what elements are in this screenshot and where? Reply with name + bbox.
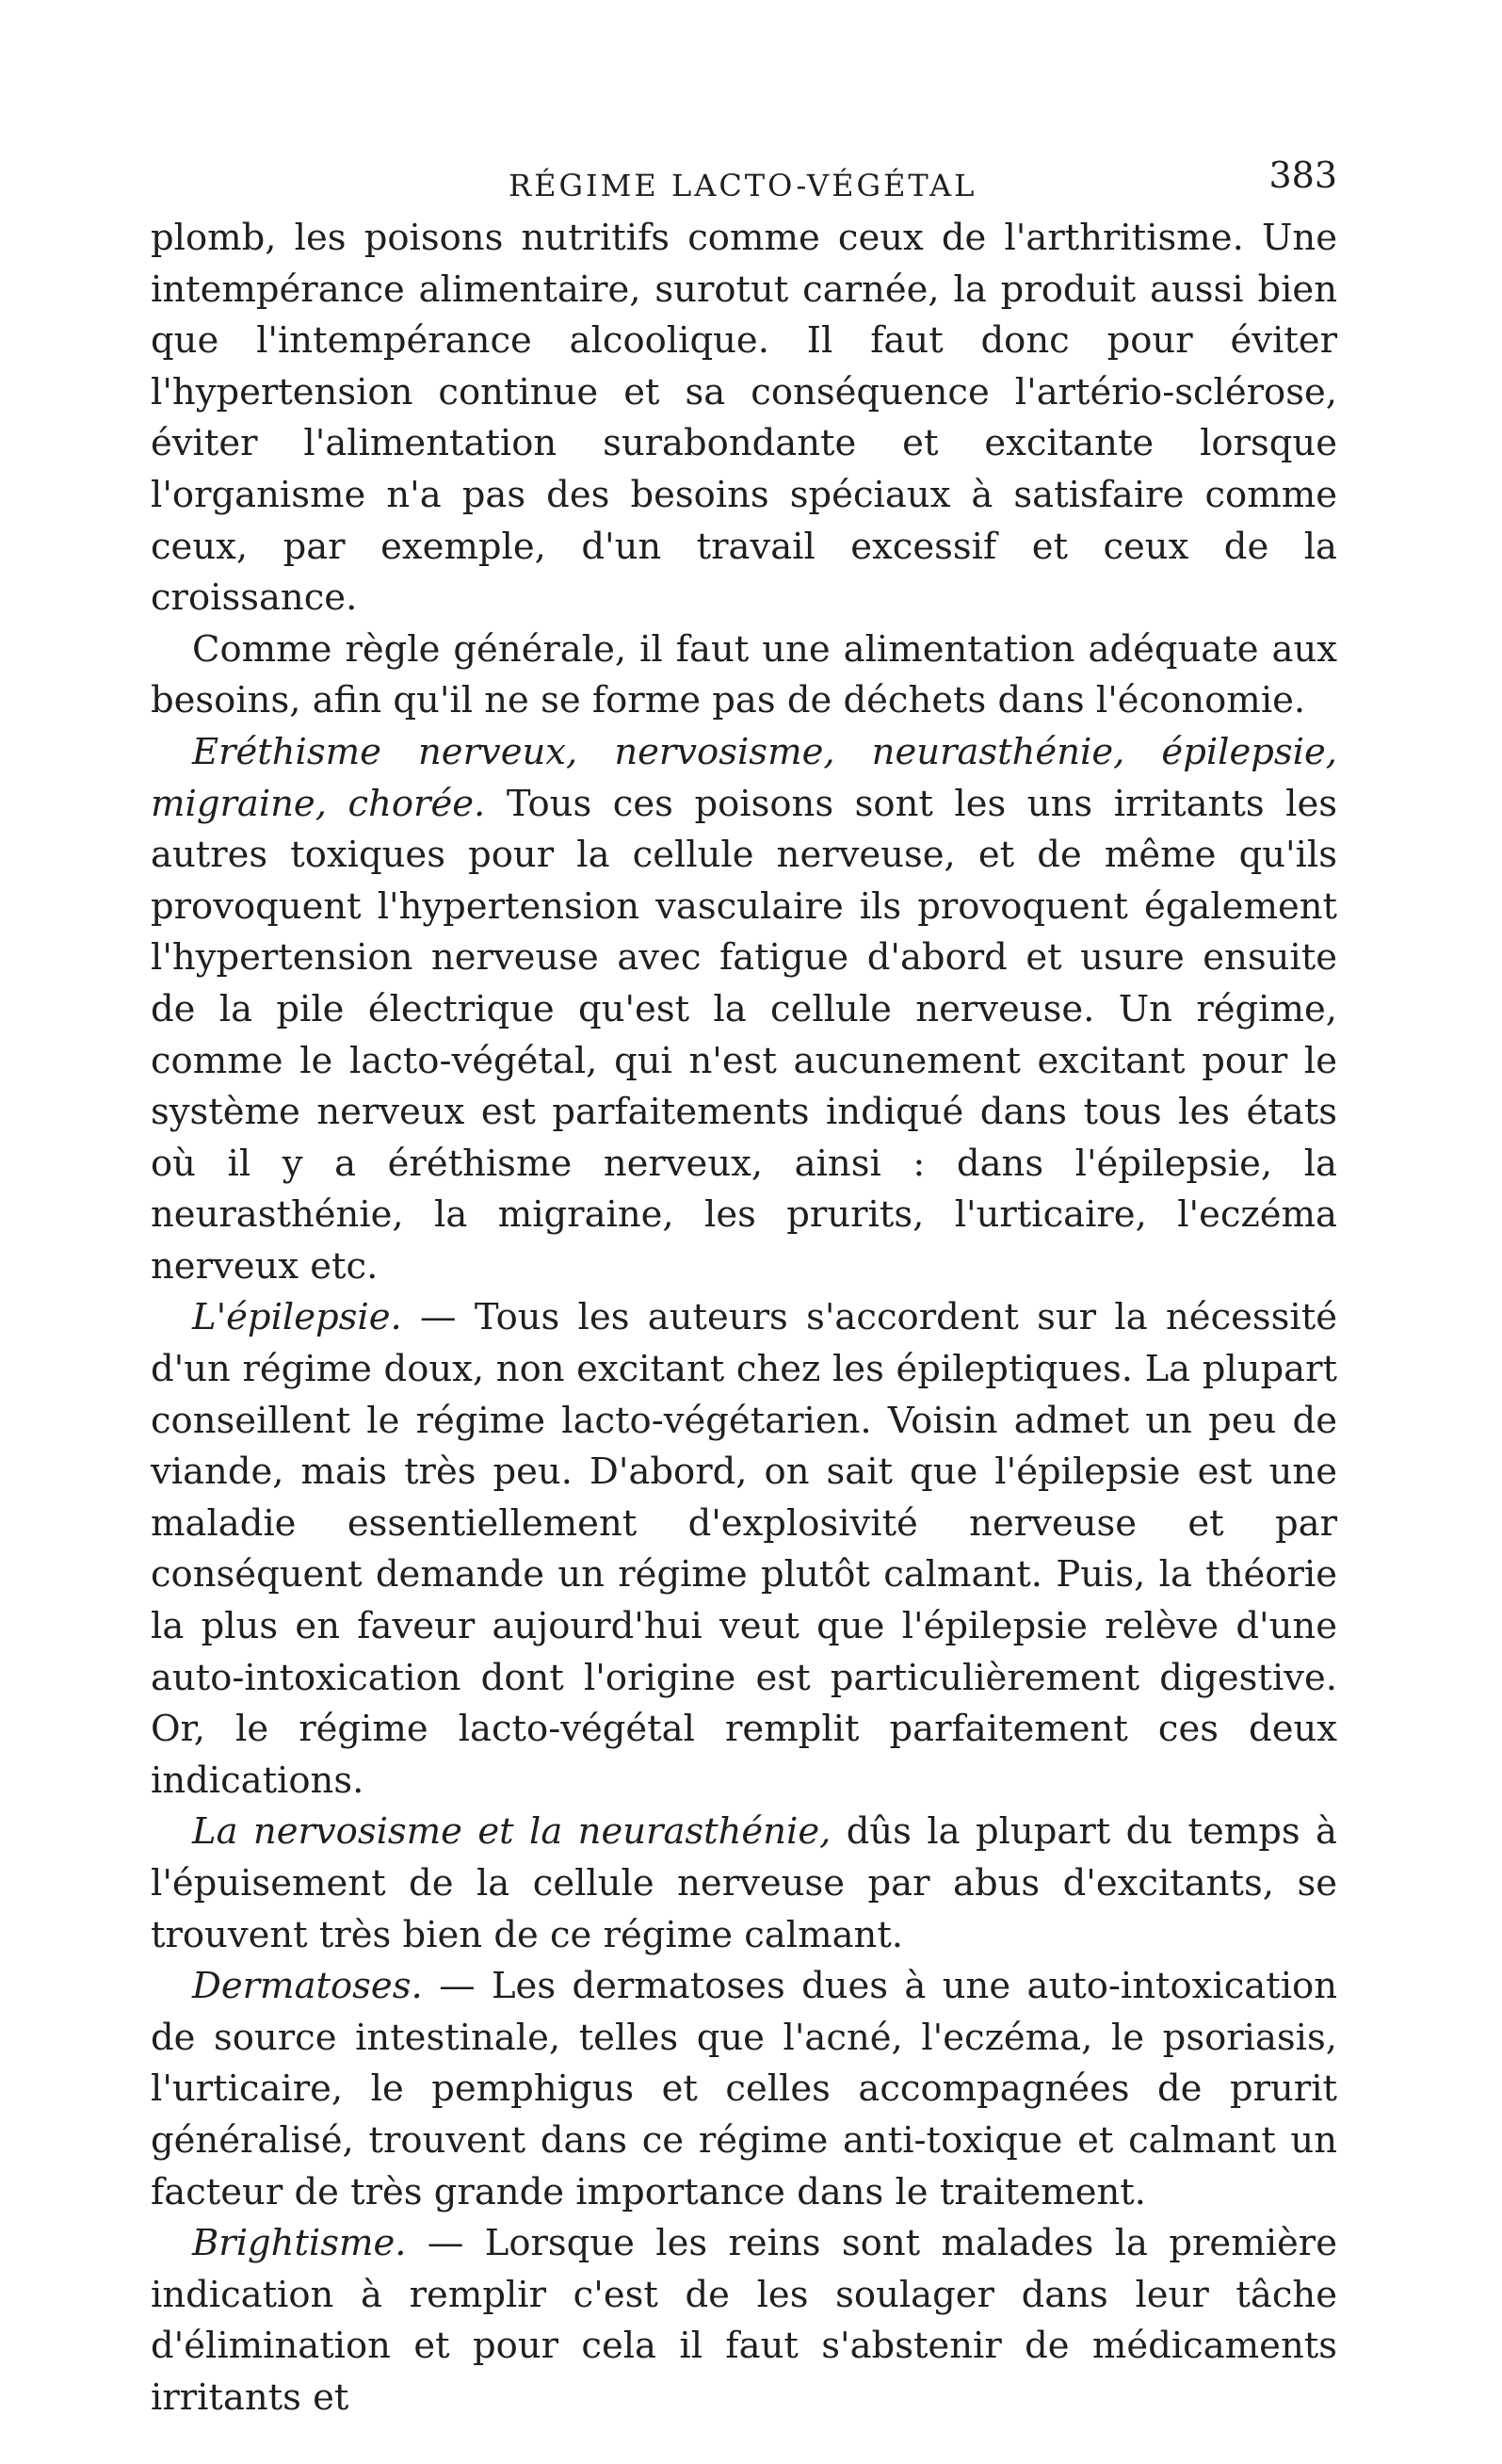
paragraph-text: dûs la plupart du temps à l'épuisement de la cellule nerveuse par abus d'excitants, se trouvent très bien de ce régime calmant.: [151, 1810, 1337, 1956]
paragraph-lead: La nervosisme et la neurasthénie,: [192, 1810, 832, 1854]
page-number: 383: [1268, 154, 1337, 196]
paragraph-text: Tous ces poisons sont les uns irritants les autres toxiques pour la cellule nerveuse, et de même qu'ils provoquent l'hypertension vasculaire ils provoquent également l'hypertension nerveuse avec fatigue d'abord et usure ensuite de la pile électrique qu'est la cellule nerveuse. Un régime, comme le lacto-végétal, qui n'est aucunement excitant pour le système nerveux est parfaitements indiqué dans tous les états où il y a éréthisme nerveux, ainsi : dans l'épilepsie, la neurasthénie, la migraine, les prurits, l'urticaire, l'eczéma nerveux etc.: [151, 782, 1337, 1288]
paragraph-lead: L'épilepsie.: [192, 1296, 402, 1339]
page-body: [151, 213, 1337, 2424]
paragraph-text: — Les dermatoses dues à une auto-intoxication de source intestinale, telles que l'acné, l'eczéma, le psoriasis, l'urticaire, le pemphigus et celles accompagnées de prurit généralisé, trouvent dans ce régime anti-toxique et calmant un facteur de très grande importance dans le traitement.: [151, 1965, 1337, 2213]
paragraph-text: plomb, les poisons nutritifs comme ceux de l'arthritisme. Une intempérance alimentaire, surotut carnée, la produit aussi bien que l'intempérance alcoolique. Il faut donc pour éviter l'hypertension continue et sa conséquence l'artério-sclérose, éviter l'alimentation surabondante et excitante lorsque l'organisme n'a pas des besoins spéciaux à satisfaire comme ceux, par exemple, d'un travail excessif et ceux de la croissance.: [151, 217, 1337, 620]
paragraph-1: [151, 213, 1337, 624]
paragraph-erethisme: [151, 727, 1337, 1293]
paragraph-text: Comme règle générale, il faut une alimentation adéquate aux besoins, afin qu'il ne se forme pas de déchets dans l'économie.: [151, 627, 1337, 722]
book-page: [151, 132, 1337, 2424]
paragraph-text: — Tous les auteurs s'accordent sur la nécessité d'un régime doux, non excitant chez les épileptiques. La plupart conseillent le régime lacto-végétarien. Voisin admet un peu de viande, mais très peu. D'abord, on sait que l'épilepsie est une maladie essentiellement d'explosivité nerveuse et par conséquent demande un régime plutôt calmant. Puis, la théorie la plus en faveur aujourd'hui veut que l'épilepsie relève d'une auto-intoxication dont l'origine est particulièrement digestive. Or, le régime lacto-végétal remplit parfaitement ces deux indications.: [151, 1296, 1337, 1802]
paragraph-brightisme: [151, 2218, 1337, 2423]
page-header: [151, 132, 1337, 207]
running-title: RÉGIME LACTO-VÉGÉTAL: [509, 168, 977, 203]
paragraph-text: — Lorsque les reins sont malades la première indication à remplir c'est de les soulager dans leur tâche d'élimination et pour cela il faut s'abstenir de médicaments irritants et: [151, 2222, 1337, 2419]
paragraph-lead: Eréthisme nerveux, nervosisme, neurasthénie, épilepsie, migraine, chorée.: [151, 730, 1337, 825]
paragraph-lead: Brightisme.: [192, 2222, 407, 2265]
paragraph-lead: Dermatoses.: [192, 1965, 423, 2008]
paragraph-epilepsie: [151, 1292, 1337, 1807]
paragraph-nervosisme: [151, 1807, 1337, 1961]
paragraph-dermatoses: [151, 1961, 1337, 2218]
paragraph-2: [151, 624, 1337, 727]
